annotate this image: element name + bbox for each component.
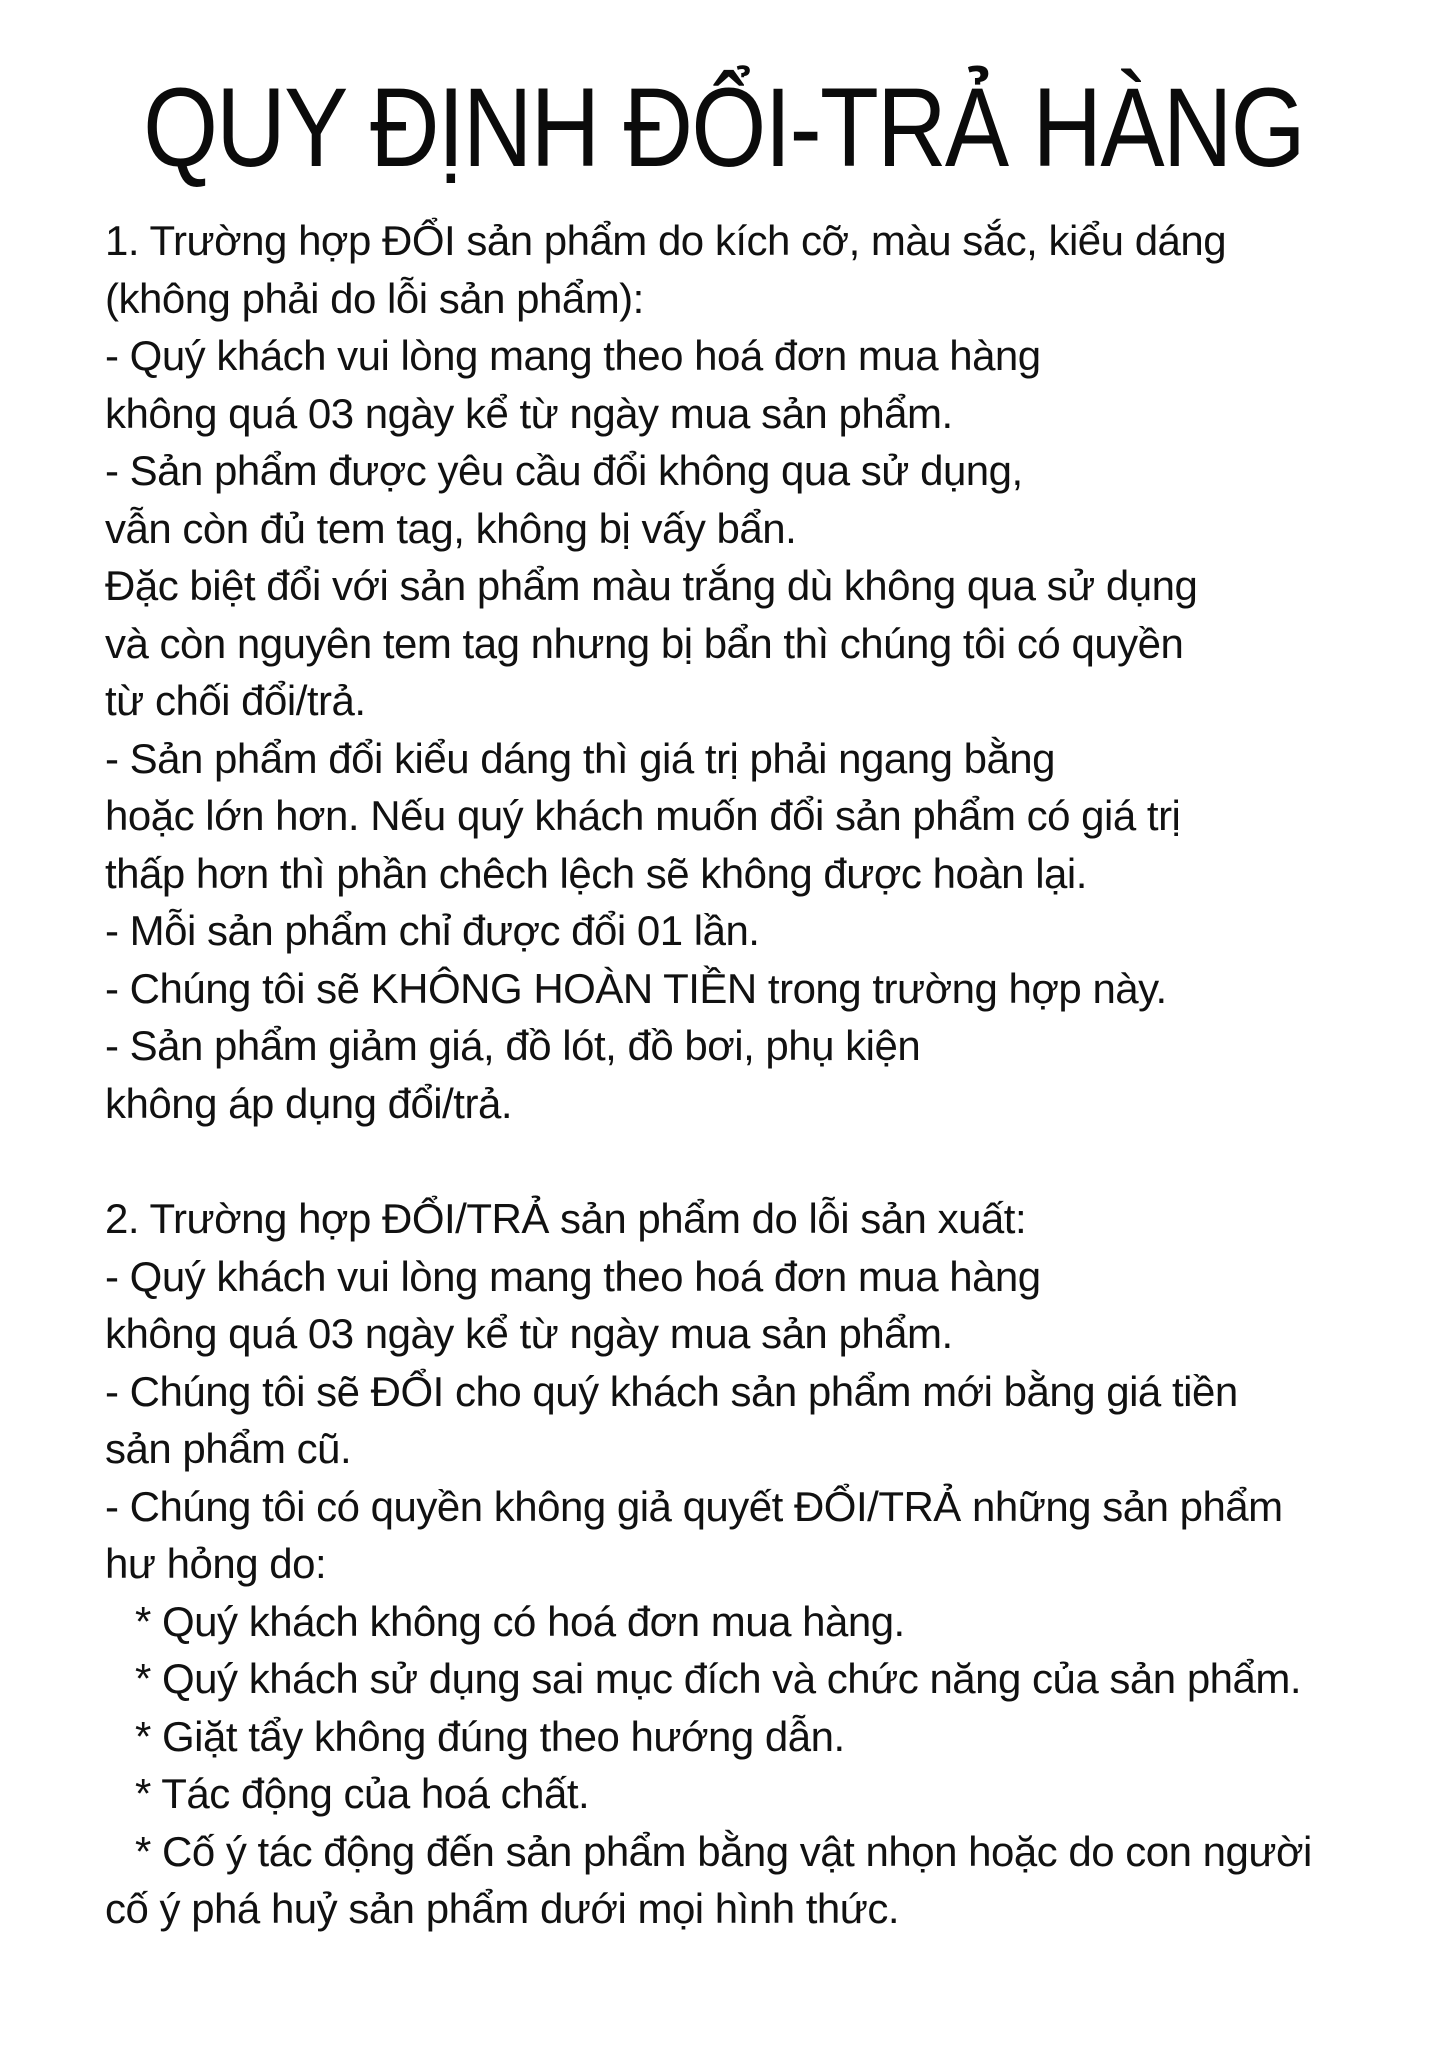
text-line: - Sản phẩm giảm giá, đồ lót, đồ bơi, phụ kiện: [105, 1022, 921, 1069]
text-line: - Quý khách vui lòng mang theo hoá đơn mua hàng: [105, 332, 1041, 379]
text-line: từ chối đổi/trả.: [105, 677, 366, 724]
text-line: thấp hơn thì phần chêch lệch sẽ không được hoàn lại.: [105, 849, 1087, 897]
text-line: 2. Trường hợp ĐỔI/TRẢ sản phẩm do lỗi sản xuất:: [105, 1195, 1027, 1242]
text-line: hoặc lớn hơn. Nếu quý khách muốn đổi sản phẩm có giá trị: [105, 792, 1181, 839]
text-line: - Mỗi sản phẩm chỉ được đổi 01 lần.: [105, 907, 760, 954]
text-line: Đặc biệt đổi với sản phẩm màu trắng dù không qua sử dụng: [105, 562, 1198, 609]
text-line: sản phẩm cũ.: [105, 1425, 352, 1472]
text-line: vẫn còn đủ tem tag, không bị vấy bẩn.: [105, 504, 797, 552]
text-line: - Quý khách vui lòng mang theo hoá đơn mua hàng: [105, 1252, 1041, 1300]
text-line: 1. Trường hợp ĐỔI sản phẩm do kích cỡ, màu sắc, kiểu dáng: [105, 217, 1227, 264]
text-line: * Quý khách không có hoá đơn mua hàng.: [135, 1597, 905, 1645]
text-line: * Quý khách sử dụng sai mục đích và chức năng của sản phẩm.: [135, 1655, 1302, 1702]
text-line: - Sản phẩm được yêu cầu đổi không qua sử dụng,: [105, 447, 1023, 494]
policy-body: [105, 212, 1407, 1996]
page-title: QUY ĐỊNH ĐỔI-TRẢ HÀNG: [143, 65, 1304, 190]
text-line: (không phải do lỗi sản phẩm):: [105, 274, 644, 322]
text-line: * Tác động của hoá chất.: [135, 1770, 590, 1817]
text-line: không quá 03 ngày kể từ ngày mua sản phẩm.: [105, 389, 953, 437]
text-line: * Cố ý tác động đến sản phẩm bằng vật nhọn hoặc do con người: [135, 1827, 1312, 1875]
policy-section-exchange-by-preference: [105, 212, 1407, 1132]
text-line: - Chúng tôi sẽ KHÔNG HOÀN TIỀN trong trường hợp này.: [105, 964, 1167, 1012]
text-line: hư hỏng do:: [105, 1540, 327, 1587]
text-line: và còn nguyên tem tag nhưng bị bẩn thì chúng tôi có quyền: [105, 619, 1184, 667]
text-line: không áp dụng đổi/trả.: [105, 1079, 512, 1127]
text-line: không quá 03 ngày kể từ ngày mua sản phẩm.: [105, 1310, 953, 1357]
text-line: * Giặt tẩy không đúng theo hướng dẫn.: [135, 1712, 845, 1760]
policy-section-exchange-by-defect: [105, 1190, 1407, 1938]
text-line: - Sản phẩm đổi kiểu dáng thì giá trị phải ngang bằng: [105, 734, 1056, 782]
text-line: - Chúng tôi sẽ ĐỔI cho quý khách sản phẩm mới bằng giá tiền: [105, 1367, 1238, 1415]
text-line: - Chúng tôi có quyền không giả quyết ĐỔI/TRẢ những sản phẩm: [105, 1482, 1283, 1530]
text-line: cố ý phá huỷ sản phẩm dưới mọi hình thức.: [105, 1885, 900, 1932]
